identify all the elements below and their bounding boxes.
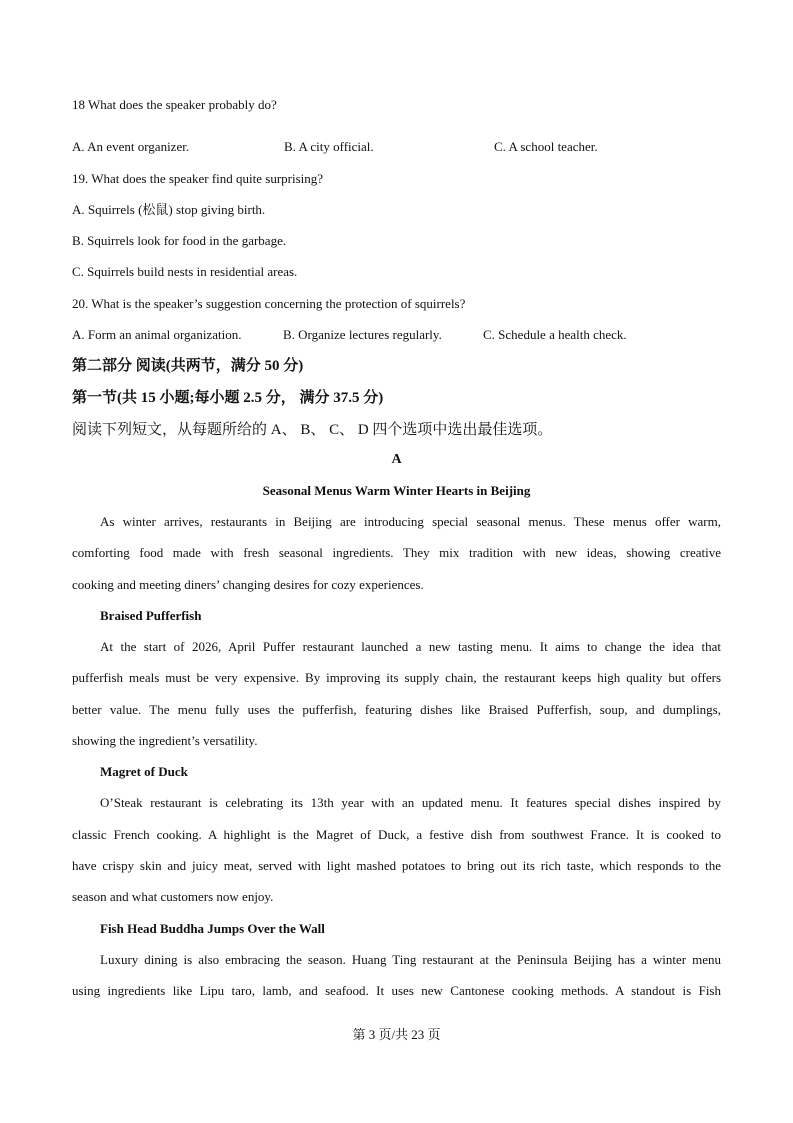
question-19-option-a: A. Squirrels (松鼠) stop giving birth. (72, 202, 266, 217)
passage-title: Seasonal Menus Warm Winter Hearts in Beijing (262, 483, 531, 498)
intro-line-1: As winter arrives, restaurants in Beijing are introducing special seasonal menus. These menus offer warm, (100, 514, 721, 529)
page-number: 第 3 页/共 23 页 (352, 1027, 441, 1042)
duck-line-2: classic French cooking. A highlight is the Magret of Duck, a festive dish from southwest France. It is cooked to (72, 827, 721, 842)
duck-line-1: O’Steak restaurant is celebrating its 13th year with an updated menu. It features special dishes inspired by (100, 795, 721, 810)
question-18-option-b: B. A city official. (284, 139, 374, 154)
intro-line-2: comforting food made with fresh seasonal ingredients. They mix tradition with new ideas, showing creative (72, 545, 721, 560)
question-18-stem: 18 What does the speaker probably do? (72, 97, 277, 112)
question-20-option-a: A. Form an animal organization. (72, 327, 242, 342)
question-20-option-b: B. Organize lectures regularly. (283, 327, 442, 342)
duck-line-4: season and what customers now enjoy. (72, 889, 274, 904)
part-title: 第二部分 阅读(共两节，满分 50 分) (72, 358, 304, 374)
section-heading-fish-head: Fish Head Buddha Jumps Over the Wall (100, 921, 325, 936)
fish-head-line-2: using ingredients like Lipu taro, lamb, and seafood. It uses new Cantonese cooking methods. A standout is Fish (72, 983, 721, 998)
section-title: 第一节(共 15 小题;每小题 2.5 分， 满分 37.5 分) (72, 390, 384, 406)
intro-line-3: cooking and meeting diners’ changing desires for cozy experiences. (72, 577, 424, 592)
pufferfish-line-3: better value. The menu fully uses the pufferfish, featuring dishes like Braised Pufferfish, soup, and dumplings, (72, 702, 721, 717)
question-19-option-b: B. Squirrels look for food in the garbage. (72, 233, 287, 248)
section-heading-duck: Magret of Duck (100, 764, 188, 779)
pufferfish-line-1: At the start of 2026, April Puffer restaurant launched a new tasting menu. It aims to change the idea that (100, 639, 721, 654)
question-19-stem: 19. What does the speaker find quite surprising? (72, 171, 324, 186)
section-instruction: 阅读下列短文，从每题所给的 A、 B、 C、 D 四个选项中选出最佳选项。 (72, 422, 553, 438)
duck-line-3: have crispy skin and juicy meat, served with light mashed potatoes to bring out its rich taste, which responds to the (72, 858, 721, 873)
pufferfish-line-4: showing the ingredient’s versatility. (72, 733, 258, 748)
question-20-option-c: C. Schedule a health check. (483, 327, 627, 342)
passage-letter: A (391, 452, 402, 467)
pufferfish-line-2: pufferfish meals must be very expensive. By improving its supply chain, the restaurant keeps high quality but offers (72, 670, 721, 685)
question-18-option-a: A. An event organizer. (72, 139, 190, 154)
question-18-option-c: C. A school teacher. (494, 139, 598, 154)
section-heading-pufferfish: Braised Pufferfish (100, 608, 202, 623)
fish-head-line-1: Luxury dining is also embracing the season. Huang Ting restaurant at the Peninsula Beijing has a winter menu (100, 952, 721, 967)
question-20-stem: 20. What is the speaker’s suggestion concerning the protection of squirrels? (72, 296, 466, 311)
question-19-option-c: C. Squirrels build nests in residential areas. (72, 264, 298, 279)
